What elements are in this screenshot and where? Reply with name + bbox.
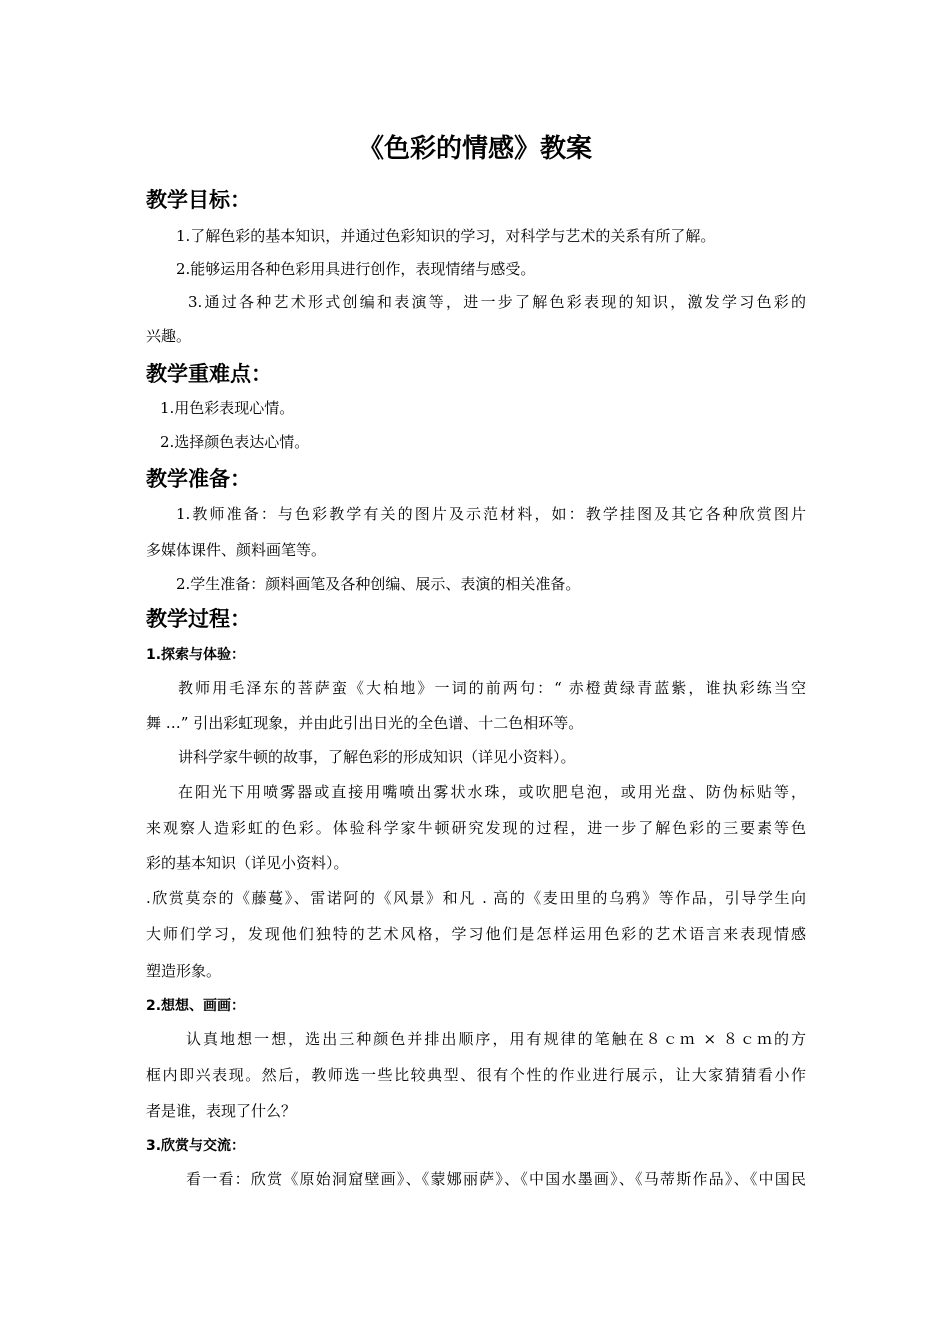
explore-line-7: .欣赏莫奈的《藤蔓》、雷诺阿的《风景》和凡 . 高的《麦田里的乌鸦》等作品，引导学生向 — [146, 889, 806, 907]
appreciate-heading: 3.欣赏与交流： — [146, 1138, 246, 1154]
explore-line-6: 彩的基本知识（详见小资料）。 — [146, 854, 349, 872]
document-title: 《色彩的情感》教案 — [357, 134, 592, 164]
imagine-heading: 2.想想、画画： — [146, 998, 246, 1014]
imagine-line-1: 认真地想一想，选出三种颜色并排出顺序，用有规律的笔触在８ｃｍ × ８ｃｍ的方 — [186, 1030, 806, 1048]
preparation-line-2: 多媒体课件、颜料画笔等。 — [146, 541, 327, 559]
imagine-line-3: 者是谁，表现了什么？ — [146, 1102, 297, 1120]
explore-line-5: 来观察人造彩虹的色彩。体验科学家牛顿研究发现的过程，进一步了解色彩的三要素等色 — [146, 819, 806, 837]
explore-line-2: 舞 …” 引出彩虹现象，并由此引出日光的全色谱、十二色相环等。 — [146, 714, 584, 732]
objective-line-2: 2.能够运用各种色彩用具进行创作，表现情绪与感受。 — [176, 260, 536, 278]
explore-line-8: 大师们学习，发现他们独特的艺术风格，学习他们是怎样运用色彩的艺术语言来表现情感 — [146, 925, 806, 943]
appreciate-line-1: 看一看：欣赏《原始洞窟壁画》、《蒙娜丽萨》、《中国水墨画》、《马蒂斯作品》、《中国民 — [186, 1170, 806, 1188]
key-point-line-2: 2.选择颜色表达心情。 — [160, 433, 310, 451]
preparation-line-1: 1.教师准备：与色彩教学有关的图片及示范材料，如：教学挂图及其它各种欣赏图片 — [176, 505, 806, 523]
objectives-heading: 教学目标： — [146, 188, 251, 212]
explore-heading: 1.探索与体验： — [146, 647, 246, 663]
objective-line-3: 3.通过各种艺术形式创编和表演等，进一步了解色彩表现的知识，激发学习色彩的 — [188, 293, 806, 311]
imagine-line-2: 框内即兴表现。然后，教师选一些比较典型、很有个性的作业进行展示，让大家猜猜看小作 — [146, 1066, 806, 1084]
objective-line-4: 兴趣。 — [146, 327, 192, 345]
explore-line-4: 在阳光下用喷雾器或直接用嘴喷出雾状水珠，或吹肥皂泡，或用光盘、防伪标贴等， — [178, 783, 806, 801]
explore-line-3: 讲科学家牛顿的故事，了解色彩的形成知识（详见小资料）。 — [178, 748, 576, 766]
process-heading: 教学过程： — [146, 607, 251, 631]
preparation-line-3: 2.学生准备：颜料画笔及各种创编、展示、表演的相关准备。 — [176, 575, 581, 593]
objective-line-1: 1.了解色彩的基本知识，并通过色彩知识的学习，对科学与艺术的关系有所了解。 — [176, 227, 716, 245]
preparation-heading: 教学准备： — [146, 467, 251, 491]
key-points-heading: 教学重难点： — [146, 362, 272, 386]
explore-line-1: 教师用毛泽东的菩萨蛮《大柏地》一词的前两句：“ 赤橙黄绿青蓝紫，谁执彩练当空 — [178, 679, 806, 697]
explore-line-9: 塑造形象。 — [146, 962, 222, 980]
key-point-line-1: 1.用色彩表现心情。 — [160, 399, 295, 417]
